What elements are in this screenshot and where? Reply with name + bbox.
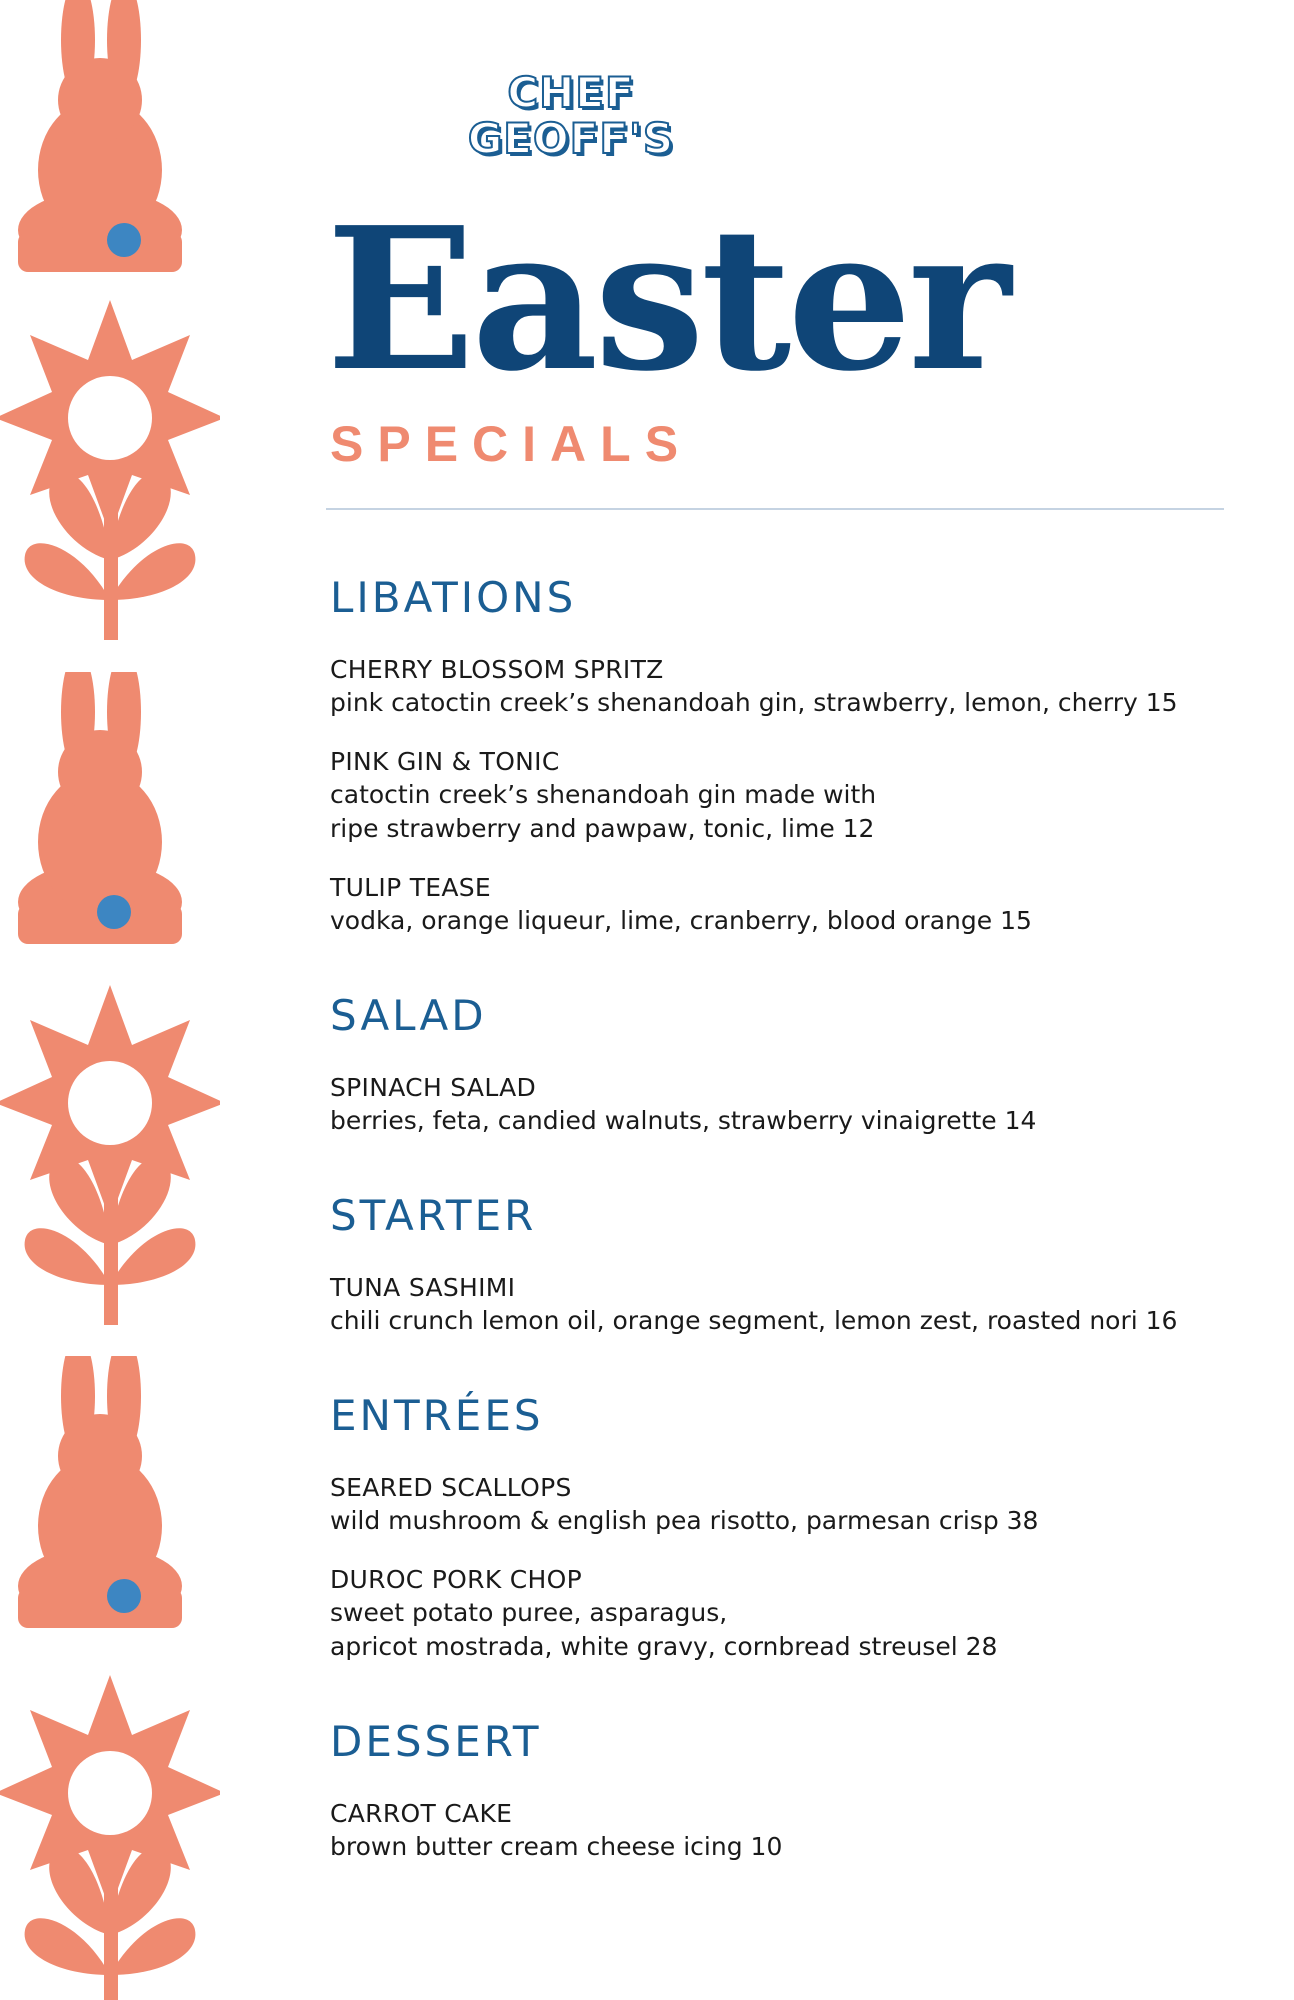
item-description: catoctin creek’s shenandoah gin made with <box>330 780 877 809</box>
item-name: SEARED SCALLOPS <box>330 1473 572 1502</box>
menu-section-libations <box>330 572 1230 938</box>
item-description: brown butter cream cheese icing 10 <box>330 1832 783 1861</box>
item-name: PINK GIN & TONIC <box>330 747 560 776</box>
item-name: CARROT CAKE <box>330 1799 513 1828</box>
section-title: ENTRÉES <box>330 1391 544 1440</box>
divider <box>326 508 1224 510</box>
item-name: DUROC PORK CHOP <box>330 1565 582 1594</box>
menu-section-salad <box>330 990 1230 1138</box>
item-name: TUNA SASHIMI <box>330 1273 516 1302</box>
item-description: apricot mostrada, white gravy, cornbread streusel 28 <box>330 1632 998 1661</box>
brand-line-1: CHEF <box>507 68 635 117</box>
section-title: LIBATIONS <box>330 573 577 622</box>
item-description: wild mushroom & english pea risotto, parmesan crisp 38 <box>330 1506 1039 1535</box>
brand-logo <box>446 70 696 162</box>
item-description: vodka, orange liqueur, lime, cranberry, blood orange 15 <box>330 906 1032 935</box>
menu-item <box>330 1072 1230 1138</box>
menu-item <box>330 1272 1230 1338</box>
section-title: STARTER <box>330 1191 537 1240</box>
bunny-icon <box>0 1356 200 1636</box>
bunny-icon <box>0 0 200 280</box>
menu-item <box>330 1564 1230 1664</box>
page-subtitle: SPECIALS <box>330 416 693 472</box>
menu-item <box>330 746 1230 846</box>
item-description: ripe strawberry and pawpaw, tonic, lime 12 <box>330 814 875 843</box>
menu-item <box>330 872 1230 938</box>
item-description: sweet potato puree, asparagus, <box>330 1598 728 1627</box>
item-name: SPINACH SALAD <box>330 1073 537 1102</box>
section-title: SALAD <box>330 991 487 1040</box>
menu-item <box>330 654 1230 720</box>
item-description: berries, feta, candied walnuts, strawberry vinaigrette 14 <box>330 1106 1037 1135</box>
item-description: pink catoctin creek’s shenandoah gin, strawberry, lemon, cherry 15 <box>330 688 1178 717</box>
menu-section-dessert <box>330 1716 1230 1864</box>
flower-icon <box>0 300 220 640</box>
item-name: TULIP TEASE <box>330 873 492 902</box>
brand-line-2: GEOFF'S <box>467 114 675 163</box>
menu-section-entrees <box>330 1390 1230 1664</box>
item-name: CHERRY BLOSSOM SPRITZ <box>330 655 664 684</box>
menu-list <box>330 572 1230 1916</box>
menu-section-starter <box>330 1190 1230 1338</box>
menu-item <box>330 1472 1230 1538</box>
page-title: Easter <box>326 185 1008 415</box>
flower-icon <box>0 985 220 1325</box>
section-title: DESSERT <box>330 1717 542 1766</box>
flower-icon <box>0 1675 220 2000</box>
menu-item <box>330 1798 1230 1864</box>
decorative-border <box>0 0 260 2000</box>
bunny-icon <box>0 672 200 952</box>
item-description: chili crunch lemon oil, orange segment, lemon zest, roasted nori 16 <box>330 1306 1178 1335</box>
